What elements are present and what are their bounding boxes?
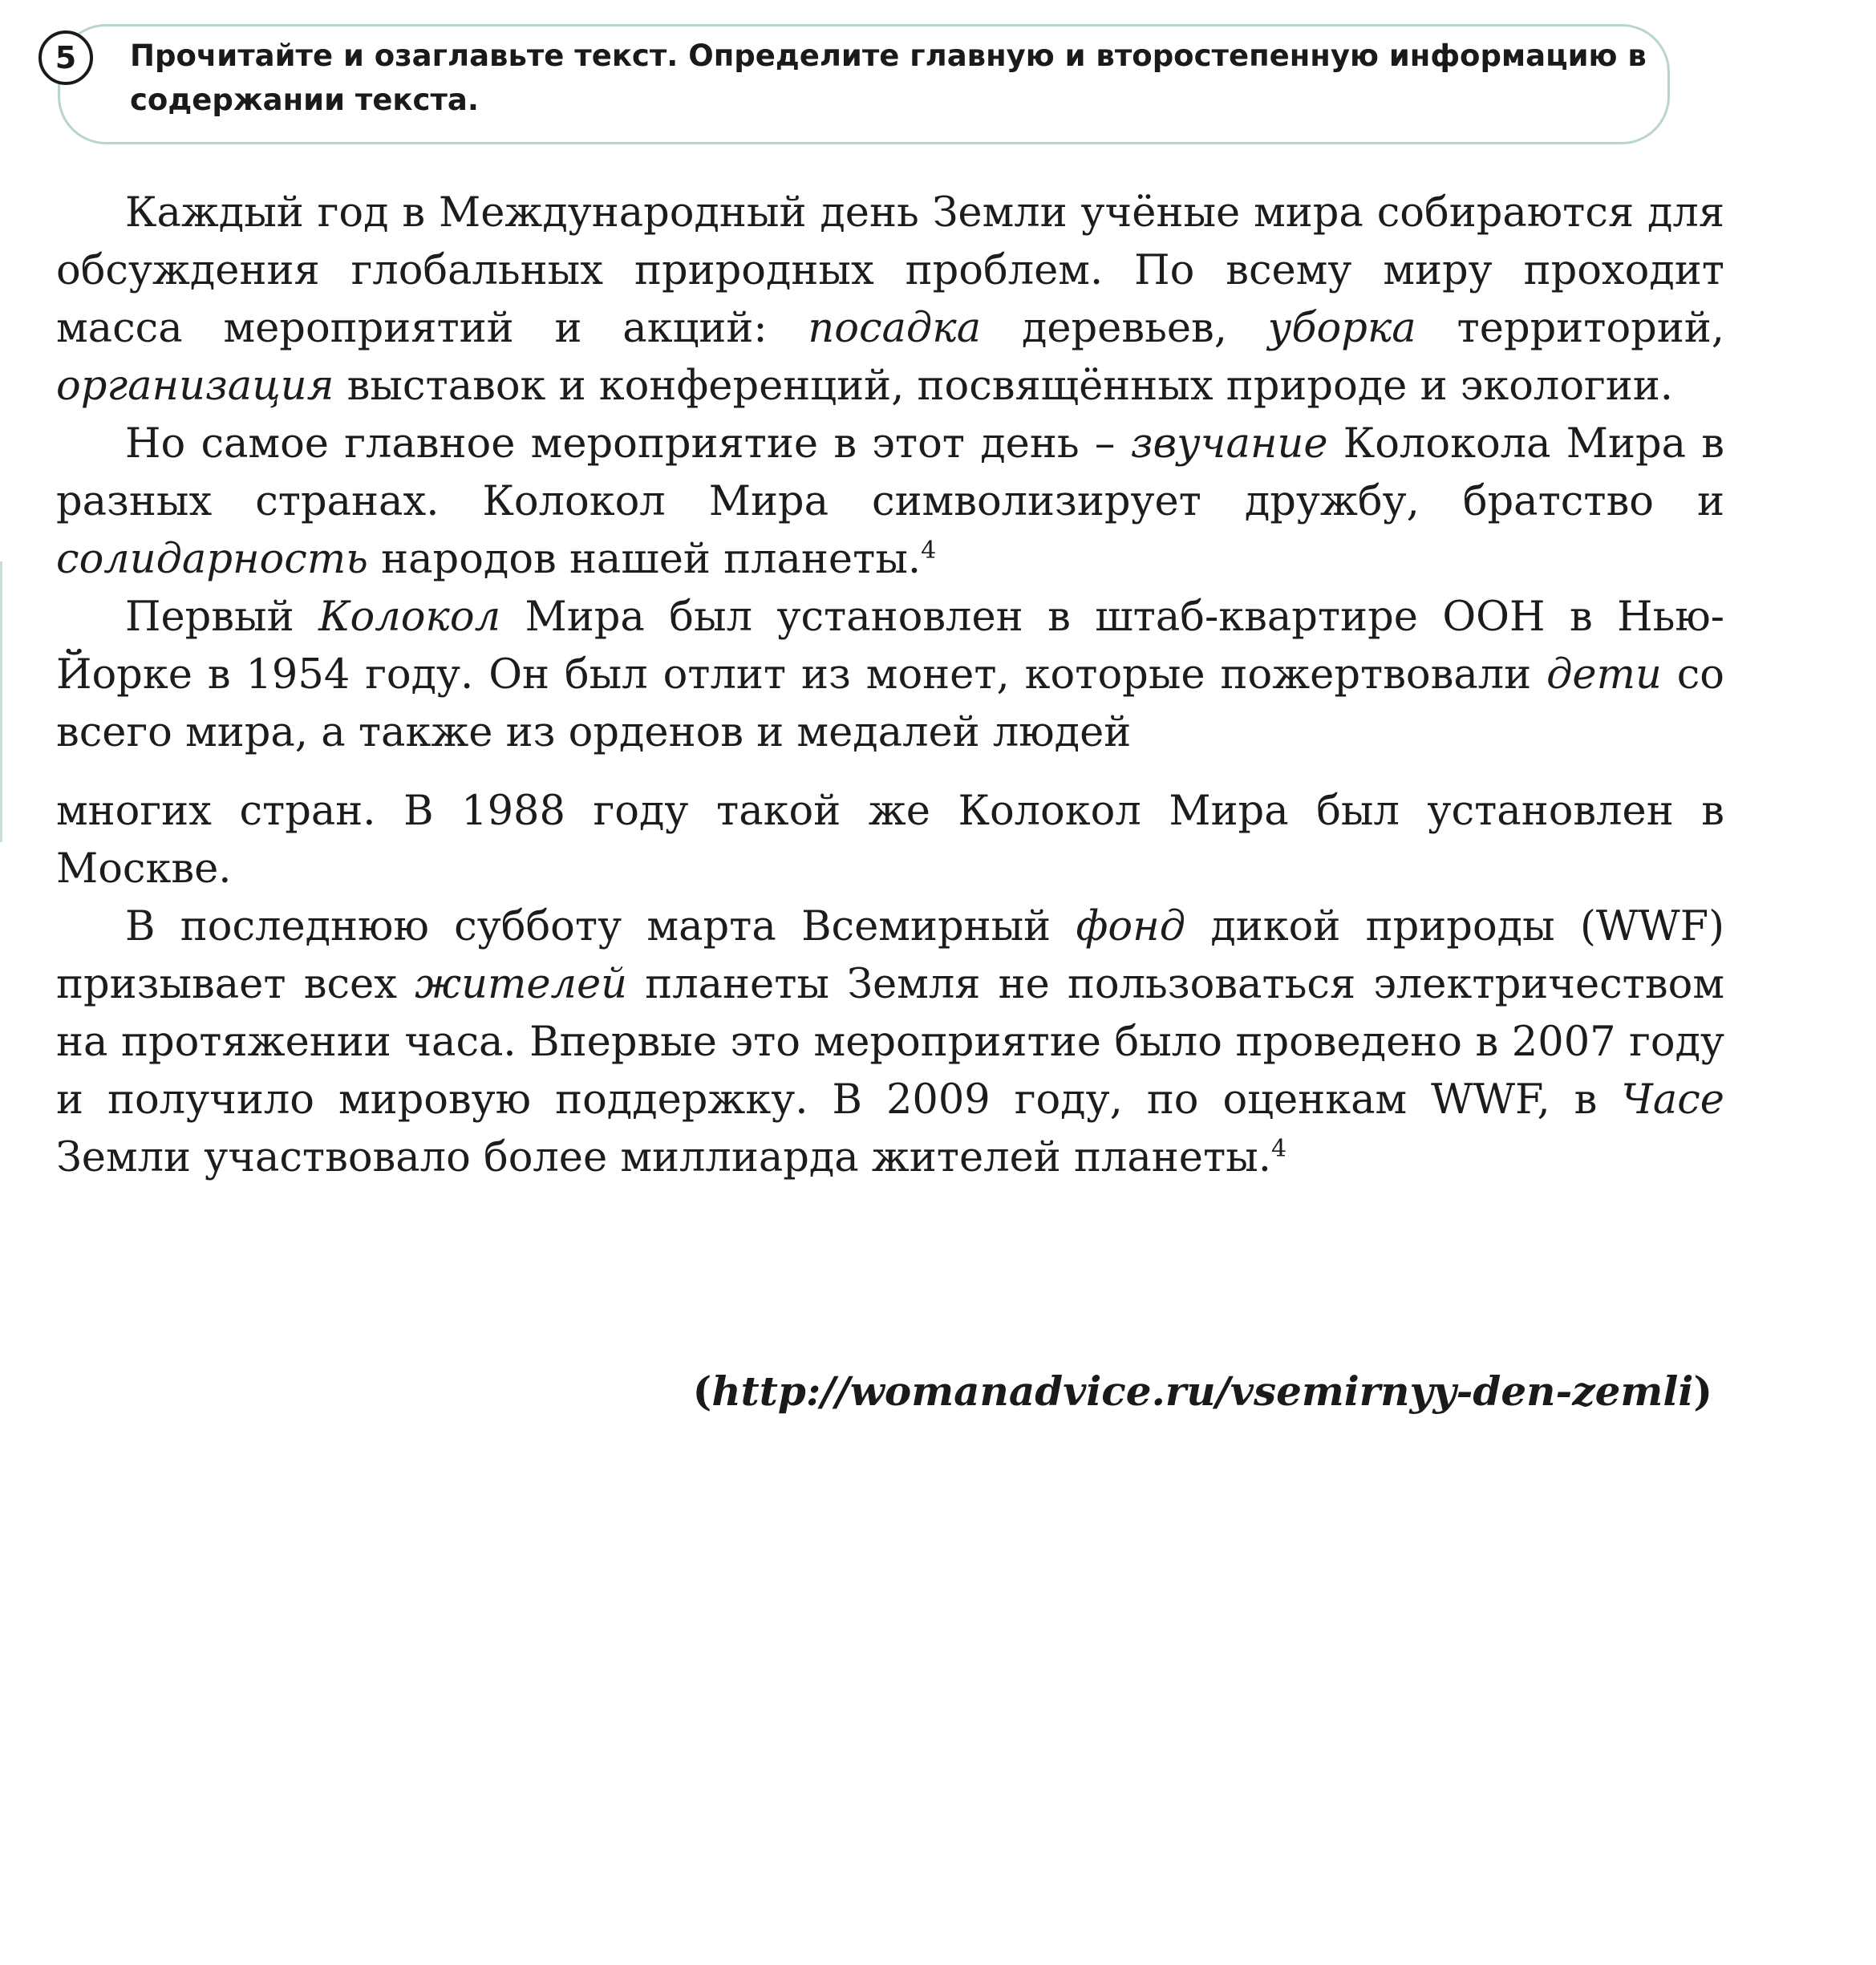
source-citation: (http://womanadvice.ru/vsemirnyy-den-zemli) bbox=[692, 1367, 1712, 1415]
task-instruction: Прочитайте и озаглавьте текст. Определите главную и второстепенную информацию в содержании текста. bbox=[130, 38, 1647, 117]
task-number-badge: 5 bbox=[38, 30, 93, 85]
paragraph-3: Первый Колокол Мира был установлен в штаб-квартире ООН в Нью-Йорке в 1954 году. Он был отлит из монет, которые пожертвовали дети со всего мира, а также из орденов и медалей людей bbox=[56, 594, 1725, 756]
footnote-marker: 4 bbox=[921, 537, 937, 565]
article-text bbox=[56, 184, 1724, 1187]
page-break-gap bbox=[56, 762, 1724, 783]
source-url: http://womanadvice.ru/vsemirnyy-den-zemli bbox=[711, 1367, 1694, 1415]
footnote-marker: 4 bbox=[1270, 1135, 1287, 1163]
page-margin-line bbox=[0, 561, 2, 842]
paragraph-4: В последнюю субботу марта Всемирный фонд дикой природы (WWF) призывает всех жителей планеты Земля не пользоваться электричеством на протяжении часа. Впервые это мероприятие было проведено в 2007 году и получило мировую поддержку. В 2009 году, по оценкам WWF, в Часе Земли участвовало более миллиарда жителей планеты.$^4$ bbox=[56, 903, 1724, 1181]
paragraph-2: Но самое главное мероприятие в этот день – звучание Колокола Мира в разных странах. Колокол Мира символизирует дружбу, братство и солидарность народов нашей планеты.$^4$ bbox=[56, 420, 1724, 583]
paragraph-1: Каждый год в Международный день Земли учёные мира собираются для обсуждения глобальных природных проблем. По всему миру проходит масса мероприятий и акций: посадка деревьев, уборка территорий, организация выставок и конференций, посвящённых природе и экологии. bbox=[56, 189, 1724, 410]
paragraph-3-continued: многих стран. В 1988 году такой же Колокол Мира был установлен в Москве. bbox=[56, 788, 1724, 893]
